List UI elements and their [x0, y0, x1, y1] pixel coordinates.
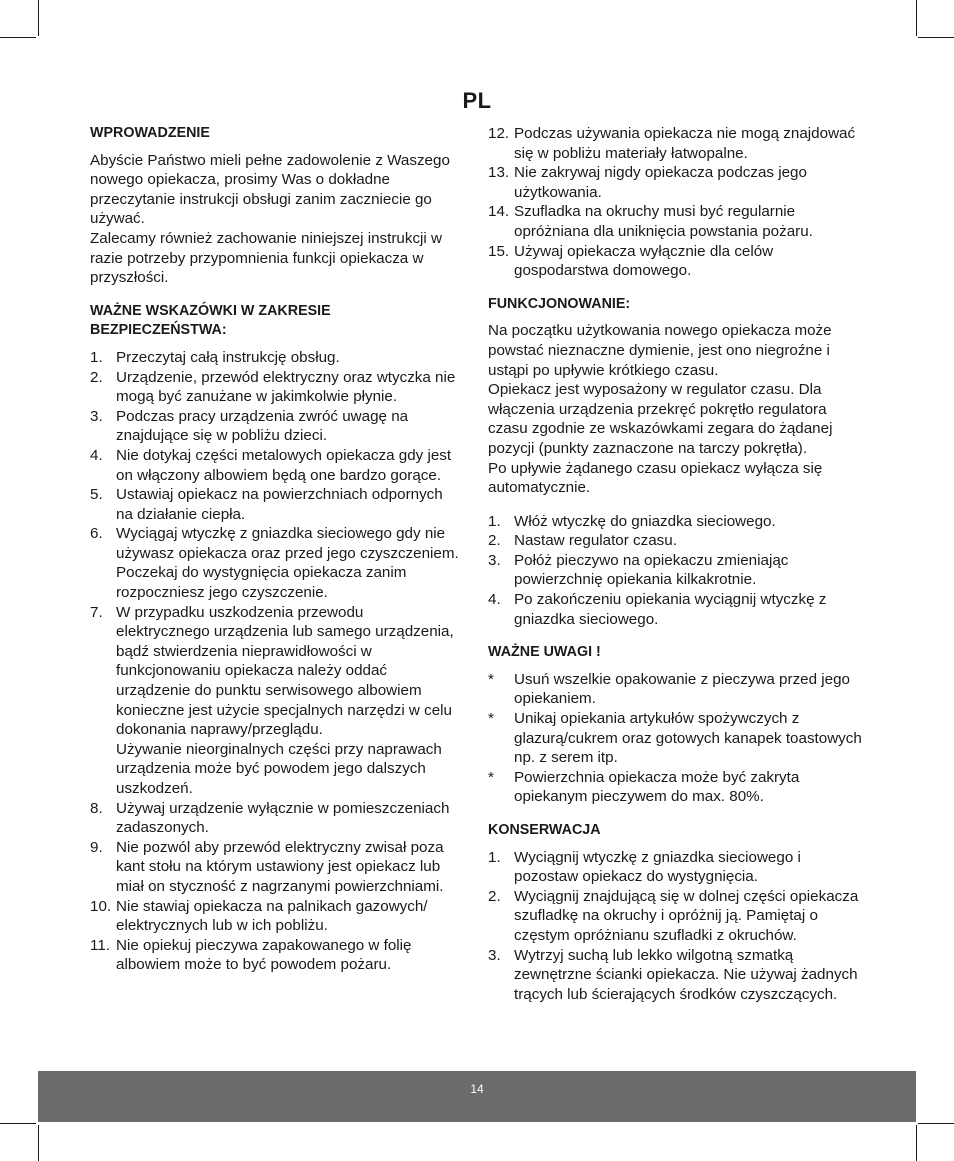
list-item-number: 3.	[488, 551, 501, 569]
footer-bar	[38, 1071, 916, 1122]
list-item-text: Nie zakrywaj nigdy opiekacza podczas jego użytkowania.	[514, 164, 807, 201]
crop-mark	[918, 37, 954, 38]
list-item-number: 1.	[488, 848, 501, 866]
left-column	[90, 124, 460, 975]
list-item-extra: Używanie nieorginalnych części przy naprawach urządzenia może być powodem jego dalszych uszkodzeń.	[116, 740, 442, 797]
list-item-number: 7.	[90, 603, 103, 621]
right-column	[488, 124, 868, 1004]
list-item	[488, 590, 868, 629]
list-item-number: 4.	[488, 591, 501, 609]
list-item	[488, 670, 868, 709]
list-item-text: Wyciągaj wtyczkę z gniazdka sieciowego gdy nie używasz opiekacza oraz przed jego czyszczeniem. Poczekaj do wystygnięcia opiekacza zanim rozpoczniesz jego czyszczenie.	[116, 525, 459, 602]
page-number: 14	[470, 1082, 484, 1096]
notes-list	[488, 670, 868, 807]
list-item-number: 8.	[90, 799, 103, 817]
list-item	[90, 446, 460, 485]
list-item-text: Ustawiaj opiekacz na powierzchniach odpornych na działanie ciepła.	[116, 486, 443, 523]
list-item-number: 1.	[488, 512, 501, 530]
list-item	[488, 242, 868, 281]
list-item-text: Powierzchnia opiekacza może być zakryta opiekanym pieczywem do max. 80%.	[514, 768, 800, 806]
list-item-text: Używaj opiekacza wyłącznie dla celów gospodarstwa domowego.	[514, 242, 774, 280]
list-item	[488, 512, 868, 532]
list-item-number: 2.	[90, 368, 103, 386]
maintenance-list	[488, 848, 868, 1005]
list-item	[488, 709, 868, 768]
list-item-text: Podczas używania opiekacza nie mogą znajdować się w pobliżu materiały łatwopalne.	[514, 125, 856, 162]
list-item-text: Nie dotykaj części metalowych opiekacza gdy jest on włączony albowiem będą one bardzo gorące.	[116, 446, 452, 484]
intro-paragraph: Zalecamy również zachowanie niniejszej instrukcji w razie potrzeby przypomnienia funkcji opiekacza w przyszłości.	[90, 229, 442, 287]
function-heading: FUNKCJONOWANIE:	[488, 295, 631, 312]
list-item	[90, 407, 460, 446]
maintenance-heading: KONSERWACJA	[488, 822, 601, 838]
list-item-number: 13.	[488, 164, 510, 182]
list-item-number: 10.	[90, 897, 112, 915]
list-item-number: 3.	[90, 407, 103, 425]
list-item-text: Nie stawiaj opiekacza na palnikach gazowych/ elektrycznych lub w ich pobliżu.	[116, 897, 428, 935]
intro-heading: WPROWADZENIE	[90, 125, 210, 141]
list-item-number: 2.	[488, 532, 501, 550]
list-item-number: 9.	[90, 838, 103, 856]
list-item-number: *	[488, 768, 494, 786]
list-item-number: 12.	[488, 125, 510, 142]
list-item	[488, 124, 868, 163]
list-item-number: 15.	[488, 242, 510, 260]
list-item	[90, 485, 460, 524]
list-item-number: *	[488, 670, 494, 688]
list-item-text: Podczas pracy urządzenia zwróć uwagę na znajdujące się w pobliżu dzieci.	[116, 407, 409, 445]
list-item	[90, 348, 460, 368]
list-item	[488, 551, 868, 590]
function-steps-list	[488, 512, 868, 630]
notes-heading: WAŻNE UWAGI !	[488, 644, 601, 661]
list-item-text: Nie opiekuj pieczywa zapakowanego w folię albowiem może to być powodem pożaru.	[116, 936, 412, 974]
list-item	[488, 848, 868, 887]
crop-mark	[38, 1125, 39, 1161]
list-item-number: 4.	[90, 446, 103, 464]
list-item	[90, 936, 460, 975]
list-item-text: Wytrzyj suchą lub lekko wilgotną szmatką zewnętrzne ścianki opiekacza. Nie używaj żadnych trących lub ścierających środków czyszczących.	[514, 946, 858, 1003]
list-item-text: Usuń wszelkie opakowanie z pieczywa przed jego opiekaniem.	[514, 670, 850, 708]
list-item-text: Urządzenie, przewód elektryczny oraz wtyczka nie mogą być zanużane w jakimkolwie płynie.	[116, 368, 456, 406]
list-item	[90, 799, 460, 838]
list-item	[488, 946, 868, 1005]
list-item-text: Po zakończeniu opiekania wyciągnij wtyczkę z gniazdka sieciowego.	[514, 591, 827, 628]
list-item-number: 2.	[488, 887, 501, 905]
crop-mark	[0, 37, 36, 38]
safety-heading: WAŻNE WSKAZÓWKI W ZAKRESIE BEZPIECZEŃSTWA:	[90, 302, 331, 339]
list-item-text: Włóż wtyczkę do gniazdka sieciowego.	[514, 512, 776, 530]
function-paragraph: Opiekacz jest wyposażony w regulator czasu. Dla włączenia urządzenia przekręć pokrętło regulatora czasu zgodnie ze wskazówkami zegara do żądanej pozycji (punkty zaznaczone na tarczy pokrętła).	[488, 381, 833, 457]
list-item-number: 3.	[488, 946, 501, 964]
crop-mark	[38, 0, 39, 36]
crop-mark	[918, 1123, 954, 1124]
list-item-text: Unikaj opiekania artykułów spożywczych z glazurą/cukrem oraz gotowych kanapek toastowych np. z serem itp.	[514, 710, 862, 767]
list-item-text: Wyciągnij wtyczkę z gniazdka sieciowego i pozostaw opiekacz do wystygnięcia.	[514, 848, 801, 886]
list-item-text: Nastaw regulator czasu.	[514, 532, 677, 550]
safety-list	[90, 348, 460, 975]
list-item	[90, 368, 460, 407]
list-item	[488, 768, 868, 807]
list-item-number: *	[488, 710, 494, 728]
list-item-text: Szufladka na okruchy musi być regularnie opróżniana dla uniknięcia powstania pożaru.	[514, 203, 813, 240]
function-paragraph: Po upływie żądanego czasu opiekacz wyłącza się automatycznie.	[488, 459, 823, 497]
safety-list-continued	[488, 124, 868, 281]
crop-mark	[0, 1123, 36, 1124]
crop-mark	[916, 0, 917, 36]
list-item-text: Przeczytaj całą instrukcję obsług.	[116, 348, 340, 366]
list-item-number: 6.	[90, 525, 103, 543]
list-item-number: 11.	[90, 936, 110, 954]
list-item-text: Połóż pieczywo na opiekaczu zmieniając powierzchnię opiekania kilkakrotnie.	[514, 551, 789, 589]
intro-paragraph: Abyście Państwo mieli pełne zadowolenie z Waszego nowego opiekacza, prosimy Was o dokładne przeczytanie instrukcji obsługi zanim zaczniecie go używać.	[90, 151, 450, 228]
list-item-text: Nie pozwól aby przewód elektryczny zwisał poza kant stołu na którym ustawiony jest opiekacz lub miał on styczność z nagrzanymi powierzchniami.	[116, 838, 444, 895]
list-item	[90, 897, 460, 936]
list-item-number: 5.	[90, 486, 103, 504]
list-item	[90, 603, 460, 799]
list-item	[488, 202, 868, 241]
language-code: PL	[462, 88, 492, 113]
list-item	[488, 531, 868, 551]
list-item-number: 1.	[90, 348, 103, 366]
list-item-text: Wyciągnij znajdującą się w dolnej części opiekacza szufladkę na okruchy i opróżnij ją. Pamiętaj o częstym opróżnianu szufladki z okruchów.	[514, 887, 859, 944]
function-paragraph: Na początku użytkowania nowego opiekacza może powstać nieznaczne dymienie, jest ono niegroźne i ustąpi po upływie krótkiego czasu.	[488, 322, 832, 379]
list-item	[90, 838, 460, 897]
list-item	[90, 524, 460, 602]
list-item-text: Używaj urządzenie wyłącznie w pomieszczeniach zadaszonych.	[116, 799, 450, 837]
list-item	[488, 887, 868, 946]
list-item-text: W przypadku uszkodzenia przewodu elektrycznego urządzenia lub samego urządzenia, bądź stwierdzenia nieprawidłowości w funkcjonowaniu opiekacza należy oddać urządzenie do punktu serwisowego albowiem konieczne jest użycie specjalnych narzędzi w celu dokonania naprawy/przeglądu.	[116, 603, 454, 739]
crop-mark	[916, 1125, 917, 1161]
list-item-number: 14.	[488, 203, 510, 221]
list-item	[488, 163, 868, 202]
